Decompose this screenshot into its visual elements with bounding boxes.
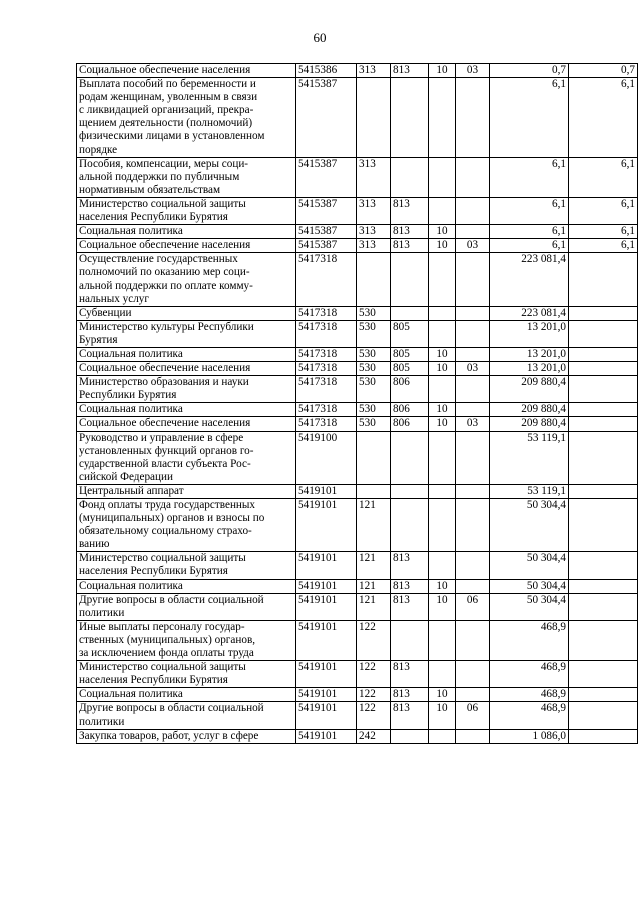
target-code-cell: 5419101 <box>296 593 357 620</box>
row-name-cell: Социальная политика <box>77 403 296 417</box>
ministry-code-cell: 806 <box>391 417 429 431</box>
row-name-cell: Социальная политика <box>77 347 296 361</box>
ministry-code-cell: 813 <box>391 64 429 78</box>
ministry-code-cell <box>391 484 429 498</box>
subsection-cell <box>456 552 490 579</box>
ministry-code-cell: 813 <box>391 593 429 620</box>
amount-secondary-cell: 0,7 <box>569 64 638 78</box>
target-code-cell: 5415387 <box>296 225 357 239</box>
target-code-cell: 5419101 <box>296 702 357 729</box>
amount-cell: 13 201,0 <box>490 347 569 361</box>
amount-cell: 209 880,4 <box>490 376 569 403</box>
amount-cell: 50 304,4 <box>490 499 569 552</box>
target-code-cell: 5415387 <box>296 78 357 158</box>
target-code-cell: 5419101 <box>296 620 357 660</box>
table-row <box>77 320 638 347</box>
section-cell <box>429 729 456 743</box>
ministry-code-cell: 813 <box>391 702 429 729</box>
table-row <box>77 499 638 552</box>
section-cell <box>429 661 456 688</box>
expense-type-cell: 530 <box>357 306 391 320</box>
section-cell: 10 <box>429 688 456 702</box>
amount-secondary-cell <box>569 620 638 660</box>
row-name-cell: Министерство культуры Республики Бурятия <box>77 320 296 347</box>
row-name-cell: Социальное обеспечение населения <box>77 64 296 78</box>
amount-secondary-cell <box>569 579 638 593</box>
ministry-code-cell <box>391 78 429 158</box>
subsection-cell <box>456 376 490 403</box>
amount-secondary-cell <box>569 376 638 403</box>
amount-secondary-cell: 6,1 <box>569 78 638 158</box>
expense-type-cell: 121 <box>357 579 391 593</box>
target-code-cell: 5417318 <box>296 253 357 306</box>
expense-type-cell: 121 <box>357 552 391 579</box>
table-row <box>77 225 638 239</box>
section-cell: 10 <box>429 579 456 593</box>
ministry-code-cell <box>391 620 429 660</box>
target-code-cell: 5419101 <box>296 579 357 593</box>
ministry-code-cell <box>391 729 429 743</box>
amount-cell: 468,9 <box>490 688 569 702</box>
table-row <box>77 306 638 320</box>
amount-secondary-cell <box>569 499 638 552</box>
amount-cell: 209 880,4 <box>490 417 569 431</box>
table-row <box>77 702 638 729</box>
section-cell: 10 <box>429 702 456 729</box>
ministry-code-cell: 813 <box>391 197 429 224</box>
amount-cell: 53 119,1 <box>490 431 569 484</box>
table-row <box>77 64 638 78</box>
section-cell <box>429 253 456 306</box>
expense-type-cell: 530 <box>357 320 391 347</box>
table-row <box>77 347 638 361</box>
expense-type-cell: 122 <box>357 661 391 688</box>
page-number: 60 <box>313 30 327 45</box>
amount-secondary-cell <box>569 431 638 484</box>
table-row <box>77 417 638 431</box>
section-cell <box>429 78 456 158</box>
amount-cell: 0,7 <box>490 64 569 78</box>
subsection-cell <box>456 499 490 552</box>
table-row <box>77 593 638 620</box>
section-cell: 10 <box>429 362 456 376</box>
section-cell <box>429 306 456 320</box>
ministry-code-cell: 805 <box>391 362 429 376</box>
target-code-cell: 5415386 <box>296 64 357 78</box>
section-cell <box>429 484 456 498</box>
section-cell: 10 <box>429 403 456 417</box>
amount-secondary-cell <box>569 729 638 743</box>
amount-cell: 6,1 <box>490 157 569 197</box>
subsection-cell <box>456 197 490 224</box>
expense-type-cell <box>357 431 391 484</box>
subsection-cell: 03 <box>456 64 490 78</box>
subsection-cell <box>456 157 490 197</box>
row-name-cell: Фонд оплаты труда государственных (муниципальных) органов и взносы по обязательному социальному страхо- ванию <box>77 499 296 552</box>
row-name-cell: Центральный аппарат <box>77 484 296 498</box>
subsection-cell <box>456 78 490 158</box>
expense-type-cell: 122 <box>357 620 391 660</box>
amount-cell: 50 304,4 <box>490 552 569 579</box>
target-code-cell: 5415387 <box>296 239 357 253</box>
ministry-code-cell: 806 <box>391 403 429 417</box>
amount-cell: 6,1 <box>490 78 569 158</box>
row-name-cell: Социальная политика <box>77 225 296 239</box>
expense-type-cell: 530 <box>357 362 391 376</box>
target-code-cell: 5417318 <box>296 347 357 361</box>
amount-secondary-cell <box>569 593 638 620</box>
amount-secondary-cell <box>569 688 638 702</box>
subsection-cell <box>456 729 490 743</box>
expense-type-cell: 242 <box>357 729 391 743</box>
ministry-code-cell: 813 <box>391 225 429 239</box>
ministry-code-cell: 813 <box>391 688 429 702</box>
ministry-code-cell <box>391 306 429 320</box>
row-name-cell: Социальная политика <box>77 688 296 702</box>
row-name-cell: Социальное обеспечение населения <box>77 239 296 253</box>
table-row <box>77 197 638 224</box>
target-code-cell: 5417318 <box>296 417 357 431</box>
row-name-cell: Субвенции <box>77 306 296 320</box>
subsection-cell: 03 <box>456 417 490 431</box>
subsection-cell <box>456 403 490 417</box>
row-name-cell: Министерство социальной защиты населения Республики Бурятия <box>77 197 296 224</box>
row-name-cell: Закупка товаров, работ, услуг в сфере <box>77 729 296 743</box>
amount-cell: 53 119,1 <box>490 484 569 498</box>
row-name-cell: Социальное обеспечение населения <box>77 417 296 431</box>
section-cell: 10 <box>429 417 456 431</box>
amount-secondary-cell <box>569 253 638 306</box>
ministry-code-cell: 805 <box>391 347 429 361</box>
ministry-code-cell: 813 <box>391 552 429 579</box>
row-name-cell: Руководство и управление в сфере установленных функций органов го- сударственной власти субъекта Рос- сийской Федерации <box>77 431 296 484</box>
section-cell: 10 <box>429 239 456 253</box>
row-name-cell: Министерство образования и науки Республики Бурятия <box>77 376 296 403</box>
section-cell: 10 <box>429 347 456 361</box>
expense-type-cell <box>357 78 391 158</box>
amount-secondary-cell <box>569 417 638 431</box>
section-cell: 10 <box>429 64 456 78</box>
subsection-cell: 06 <box>456 593 490 620</box>
table-row <box>77 403 638 417</box>
target-code-cell: 5419101 <box>296 484 357 498</box>
budget-table <box>76 63 638 744</box>
expense-type-cell: 313 <box>357 239 391 253</box>
ministry-code-cell: 805 <box>391 320 429 347</box>
expense-type-cell: 313 <box>357 157 391 197</box>
target-code-cell: 5415387 <box>296 157 357 197</box>
expense-type-cell <box>357 484 391 498</box>
table-row <box>77 157 638 197</box>
amount-secondary-cell <box>569 702 638 729</box>
section-cell <box>429 620 456 660</box>
row-name-cell: Министерство социальной защиты населения Республики Бурятия <box>77 661 296 688</box>
amount-secondary-cell <box>569 362 638 376</box>
subsection-cell <box>456 484 490 498</box>
table-row <box>77 362 638 376</box>
amount-cell: 13 201,0 <box>490 362 569 376</box>
amount-cell: 468,9 <box>490 702 569 729</box>
subsection-cell: 03 <box>456 362 490 376</box>
row-name-cell: Другие вопросы в области социальной политики <box>77 702 296 729</box>
target-code-cell: 5419101 <box>296 688 357 702</box>
amount-cell: 223 081,4 <box>490 306 569 320</box>
subsection-cell <box>456 225 490 239</box>
amount-cell: 6,1 <box>490 225 569 239</box>
section-cell <box>429 376 456 403</box>
ministry-code-cell <box>391 157 429 197</box>
subsection-cell <box>456 253 490 306</box>
section-cell: 10 <box>429 225 456 239</box>
row-name-cell: Выплата пособий по беременности и родам женщинам, уволенным в связи с ликвидацией организаций, прекра- щением деятельности (полномочий) физическими лицами в установленном порядке <box>77 78 296 158</box>
amount-secondary-cell <box>569 347 638 361</box>
target-code-cell: 5419100 <box>296 431 357 484</box>
amount-cell: 13 201,0 <box>490 320 569 347</box>
amount-secondary-cell <box>569 320 638 347</box>
row-name-cell: Социальное обеспечение населения <box>77 362 296 376</box>
target-code-cell: 5417318 <box>296 403 357 417</box>
table-row <box>77 239 638 253</box>
section-cell <box>429 197 456 224</box>
row-name-cell: Министерство социальной защиты населения Республики Бурятия <box>77 552 296 579</box>
amount-cell: 468,9 <box>490 661 569 688</box>
target-code-cell: 5419101 <box>296 499 357 552</box>
expense-type-cell: 122 <box>357 688 391 702</box>
table-row <box>77 729 638 743</box>
table-row <box>77 688 638 702</box>
amount-cell: 223 081,4 <box>490 253 569 306</box>
row-name-cell: Пособия, компенсации, меры соци- альной поддержки по публичным нормативным обязательствам <box>77 157 296 197</box>
target-code-cell: 5419101 <box>296 552 357 579</box>
row-name-cell: Другие вопросы в области социальной политики <box>77 593 296 620</box>
amount-secondary-cell: 6,1 <box>569 225 638 239</box>
expense-type-cell: 530 <box>357 403 391 417</box>
table-row <box>77 253 638 306</box>
amount-secondary-cell <box>569 484 638 498</box>
table-row <box>77 661 638 688</box>
table-row <box>77 620 638 660</box>
table-row <box>77 376 638 403</box>
section-cell <box>429 499 456 552</box>
amount-secondary-cell: 6,1 <box>569 157 638 197</box>
amount-secondary-cell <box>569 552 638 579</box>
section-cell <box>429 552 456 579</box>
expense-type-cell: 313 <box>357 64 391 78</box>
subsection-cell <box>456 620 490 660</box>
amount-cell: 468,9 <box>490 620 569 660</box>
table-row <box>77 431 638 484</box>
expense-type-cell: 121 <box>357 499 391 552</box>
target-code-cell: 5419101 <box>296 729 357 743</box>
table-row <box>77 484 638 498</box>
table-row <box>77 78 638 158</box>
amount-cell: 50 304,4 <box>490 593 569 620</box>
expense-type-cell: 530 <box>357 347 391 361</box>
ministry-code-cell: 813 <box>391 579 429 593</box>
table-row <box>77 552 638 579</box>
amount-secondary-cell: 6,1 <box>569 197 638 224</box>
target-code-cell: 5417318 <box>296 362 357 376</box>
target-code-cell: 5417318 <box>296 306 357 320</box>
expense-type-cell: 313 <box>357 197 391 224</box>
target-code-cell: 5417318 <box>296 376 357 403</box>
target-code-cell: 5415387 <box>296 197 357 224</box>
ministry-code-cell: 813 <box>391 661 429 688</box>
table-row <box>77 579 638 593</box>
amount-secondary-cell <box>569 306 638 320</box>
expense-type-cell <box>357 253 391 306</box>
amount-cell: 50 304,4 <box>490 579 569 593</box>
section-cell <box>429 157 456 197</box>
amount-secondary-cell: 6,1 <box>569 239 638 253</box>
budget-table-body <box>77 64 638 744</box>
ministry-code-cell <box>391 253 429 306</box>
expense-type-cell: 530 <box>357 417 391 431</box>
subsection-cell <box>456 431 490 484</box>
subsection-cell <box>456 347 490 361</box>
expense-type-cell: 313 <box>357 225 391 239</box>
row-name-cell: Социальная политика <box>77 579 296 593</box>
subsection-cell <box>456 688 490 702</box>
ministry-code-cell: 806 <box>391 376 429 403</box>
subsection-cell: 06 <box>456 702 490 729</box>
subsection-cell: 03 <box>456 239 490 253</box>
subsection-cell <box>456 320 490 347</box>
subsection-cell <box>456 661 490 688</box>
section-cell <box>429 431 456 484</box>
expense-type-cell: 121 <box>357 593 391 620</box>
amount-secondary-cell <box>569 661 638 688</box>
amount-cell: 1 086,0 <box>490 729 569 743</box>
ministry-code-cell <box>391 499 429 552</box>
ministry-code-cell: 813 <box>391 239 429 253</box>
subsection-cell <box>456 306 490 320</box>
amount-cell: 6,1 <box>490 197 569 224</box>
expense-type-cell: 530 <box>357 376 391 403</box>
section-cell: 10 <box>429 593 456 620</box>
expense-type-cell: 122 <box>357 702 391 729</box>
ministry-code-cell <box>391 431 429 484</box>
subsection-cell <box>456 579 490 593</box>
target-code-cell: 5419101 <box>296 661 357 688</box>
amount-cell: 209 880,4 <box>490 403 569 417</box>
amount-secondary-cell <box>569 403 638 417</box>
section-cell <box>429 320 456 347</box>
target-code-cell: 5417318 <box>296 320 357 347</box>
amount-cell: 6,1 <box>490 239 569 253</box>
row-name-cell: Осуществление государственных полномочий по оказанию мер соци- альной поддержки по оплате комму- нальных услуг <box>77 253 296 306</box>
row-name-cell: Иные выплаты персоналу государ- ственных (муниципальных) органов, за исключением фонда оплаты труда <box>77 620 296 660</box>
